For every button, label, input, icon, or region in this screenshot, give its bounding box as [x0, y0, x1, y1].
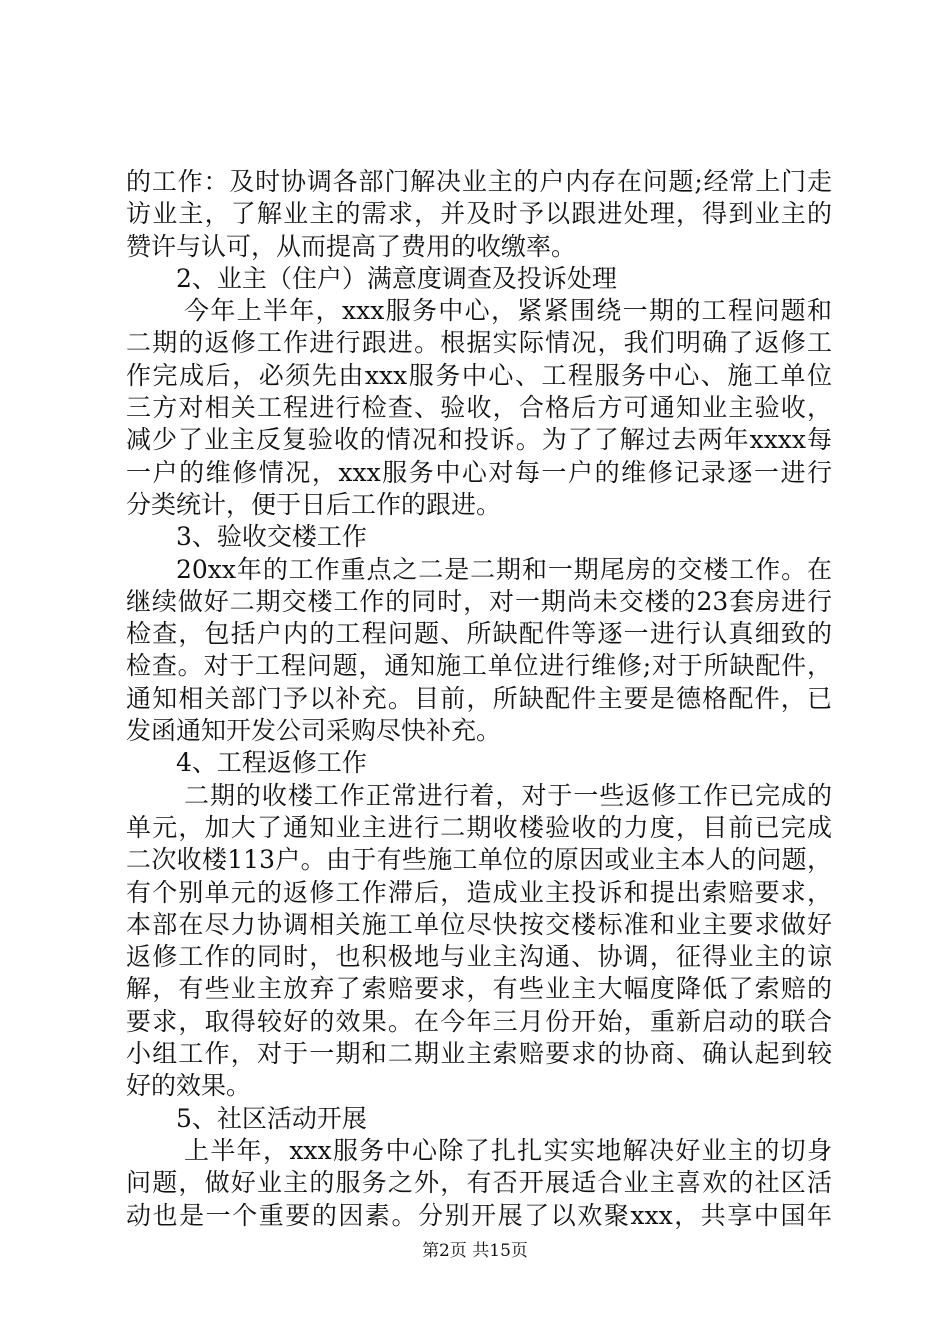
paragraph-line: 20xx年的工作重点之二是二期和一期尾房的交楼工作。在 — [176, 554, 832, 584]
paragraph-line: 检查。对于工程问题，通知施工单位进行维修;对于所缺配件， — [126, 651, 832, 681]
section-heading: 2、业主（住户）满意度调查及投诉处理 — [176, 263, 617, 293]
paragraph-line: 赞许与认可，从而提高了费用的收缴率。 — [126, 231, 577, 261]
paragraph-line: 小组工作，对于一期和二期业主索赔要求的协商、确认起到较 — [126, 1039, 832, 1069]
paragraph-line: 动也是一个重要的因素。分别开展了以欢聚xxx，共享中国年 — [126, 1200, 832, 1230]
paragraph-line: 检查，包括户内的工程问题、所缺配件等逐一进行认真细致的 — [126, 619, 832, 649]
paragraph-line: 继续做好二期交楼工作的同时，对一期尚未交楼的23套房进行 — [126, 586, 832, 616]
section-heading: 5、社区活动开展 — [176, 1103, 367, 1133]
paragraph-line: 二期的返修工作进行跟进。根据实际情况，我们明确了返修工 — [126, 328, 832, 358]
paragraph-line: 的工作：及时协调各部门解决业主的户内存在问题;经常上门走 — [126, 167, 832, 196]
document-body — [126, 166, 832, 1232]
paragraph-line: 一户的维修情况，xxx服务中心对每一户的维修记录逐一进行 — [126, 457, 832, 487]
paragraph-line: 发函通知开发公司采购尽快补充。 — [126, 716, 502, 746]
paragraph-line: 二期的收楼工作正常进行着，对于一些返修工作已完成的 — [184, 780, 832, 810]
paragraph-line: 今年上半年，xxx服务中心，紧紧围绕一期的工程问题和 — [184, 296, 832, 326]
paragraph-line: 问题，做好业主的服务之外，有否开展适合业主喜欢的社区活 — [126, 1168, 832, 1198]
paragraph-line: 好的效果。 — [126, 1071, 252, 1101]
paragraph-line: 本部在尽力协调相关施工单位尽快按交楼标准和业主要求做好 — [126, 909, 832, 939]
paragraph-line: 返修工作的同时，也积极地与业主沟通、协调，征得业主的谅 — [126, 942, 832, 972]
paragraph-line: 上半年，xxx服务中心除了扎扎实实地解决好业主的切身 — [184, 1135, 832, 1165]
paragraph-line: 单元，加大了通知业主进行二期收楼验收的力度，目前已完成 — [126, 812, 832, 842]
paragraph-line: 有个别单元的返修工作滞后，造成业主投诉和提出索赔要求， — [126, 877, 832, 907]
paragraph-line: 访业主，了解业主的需求，并及时予以跟进处理，得到业主的 — [126, 199, 832, 229]
paragraph-line: 作完成后，必须先由xxx服务中心、工程服务中心、施工单位 — [126, 360, 832, 390]
page-number-footer: 第2页 共15页 — [422, 1241, 528, 1261]
section-heading: 3、验收交楼工作 — [176, 522, 367, 552]
paragraph-line: 分类统计，便于日后工作的跟进。 — [126, 489, 502, 519]
paragraph-line: 三方对相关工程进行检查、验收，合格后方可通知业主验收， — [126, 393, 832, 423]
paragraph-line: 要求，取得较好的效果。在今年三月份开始，重新启动的联合 — [126, 1006, 832, 1036]
paragraph-line: 减少了业主反复验收的情况和投诉。为了了解过去两年xxxx每 — [126, 425, 832, 455]
section-heading: 4、工程返修工作 — [176, 748, 367, 778]
paragraph-line: 解，有些业主放弃了索赔要求，有些业主大幅度降低了索赔的 — [126, 974, 832, 1004]
paragraph-line: 二次收楼113户。由于有些施工单位的原因或业主本人的问题， — [126, 845, 832, 875]
paragraph-line: 通知相关部门予以补充。目前，所缺配件主要是德格配件，已 — [126, 683, 832, 713]
